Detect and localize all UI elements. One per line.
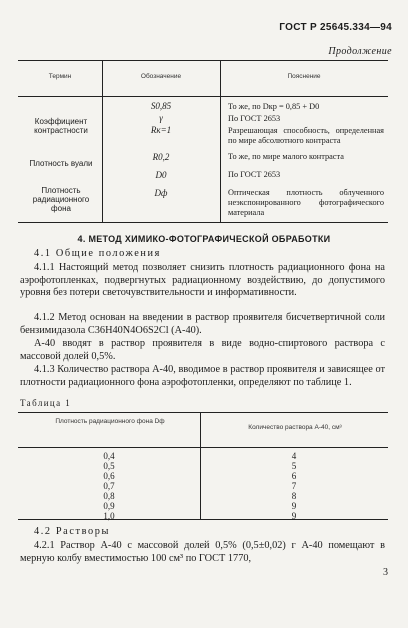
table-border-bottom [18, 222, 388, 223]
amount-value: 6 [291, 471, 297, 481]
table-border-top [18, 412, 388, 413]
continuation-label: Продолжение [328, 46, 392, 57]
column-header-density: Плотность радиационного фона Dф [55, 418, 165, 425]
paragraph: 4.2.1 Раствор А-40 с массовой долей 0,5% (0,5±0,02) г А-40 помещают в мерную колбу вместимостью 100 см³ по ГОСТ 1770, [20, 540, 385, 564]
table-col-divider [102, 60, 103, 222]
density-value: 0,9 [103, 501, 115, 511]
symbol-cell: D0 [155, 170, 167, 180]
explanation-cell: По ГОСТ 2653 [228, 170, 281, 179]
column-header-symbol: Обозначение [140, 73, 182, 80]
symbol-cell: R0,2 [152, 152, 170, 162]
amount-value: 9 [291, 501, 297, 511]
amount-value: 9 [291, 511, 297, 521]
paragraph: 4.1.1 Настоящий метод позволяет снизить плотность радиационного фона на аэрофотопленках, подвергнутых радиационному воздействию, до допустимого уровня без потери светочувствительности и информативности. [20, 262, 385, 299]
term-cell: Коэффициент контрастности [34, 117, 88, 135]
table-border-top [18, 60, 388, 61]
table-header-rule [18, 96, 388, 97]
explanation-cell: То же, по мире малого контраста [228, 152, 344, 161]
table-header-rule [18, 447, 388, 448]
symbol-cell: Dф [154, 188, 168, 198]
term-cell: Плотность вуали [29, 159, 93, 168]
column-header-term: Термин [48, 73, 72, 80]
paragraph: 4.1.3 Количество раствора А-40, вводимое в раствор проявителя и зависящее от плотности радиационного фона аэрофотопленки, определяют по таблице 1. [20, 364, 385, 388]
explanation-cell: По ГОСТ 2653 [228, 114, 281, 123]
explanation-cell: То же, по Dкр = 0,85 + D0 [228, 102, 320, 111]
density-value: 0,4 [103, 451, 115, 461]
paragraph: 4.1.2 Метод основан на введении в раствор проявителя бисчетвертичной соли бензимидазола C36H40N4O6S2Cl (А-40). [20, 312, 385, 336]
standard-number: ГОСТ Р 25645.334—94 [279, 22, 392, 33]
column-header-explanation: Пояснение [287, 73, 321, 80]
density-value: 0,7 [103, 481, 115, 491]
explanation-cell: Разрешающая способность, определенная по мире абсолютного контраста [228, 126, 384, 145]
explanation-cell: Оптическая плотность облученного неэкспонированного фотографического материала [228, 188, 384, 217]
paragraph: А-40 вводят в раствор проявителя в виде водно-спиртового раствора с массовой долей 0,5%. [20, 338, 385, 362]
symbol-cell: S0,85 [150, 101, 172, 111]
amount-value: 5 [291, 461, 297, 471]
symbol-cell: γ [159, 113, 163, 123]
symbol-cell: Rк=1 [150, 125, 172, 135]
page-number: 3 [383, 567, 388, 578]
subsection-heading: 4.2 Растворы [34, 526, 111, 537]
amount-value: 7 [291, 481, 297, 491]
table-col-divider [220, 60, 221, 222]
section-title: 4. МЕТОД ХИМИКО-ФОТОГРАФИЧЕСКОЙ ОБРАБОТКИ [77, 234, 331, 244]
column-header-amount: Количество раствора А-40, см³ [248, 424, 342, 431]
amount-value: 8 [291, 491, 297, 501]
density-value: 0,8 [103, 491, 115, 501]
term-cell: Плотность радиационного фона [32, 186, 90, 213]
subsection-heading: 4.1 Общие положения [34, 248, 161, 259]
amount-value: 4 [291, 451, 297, 461]
density-value: 0,6 [103, 471, 115, 481]
density-value: 1,0 [103, 511, 115, 521]
density-value: 0,5 [103, 461, 115, 471]
table-caption: Таблица 1 [20, 398, 72, 408]
